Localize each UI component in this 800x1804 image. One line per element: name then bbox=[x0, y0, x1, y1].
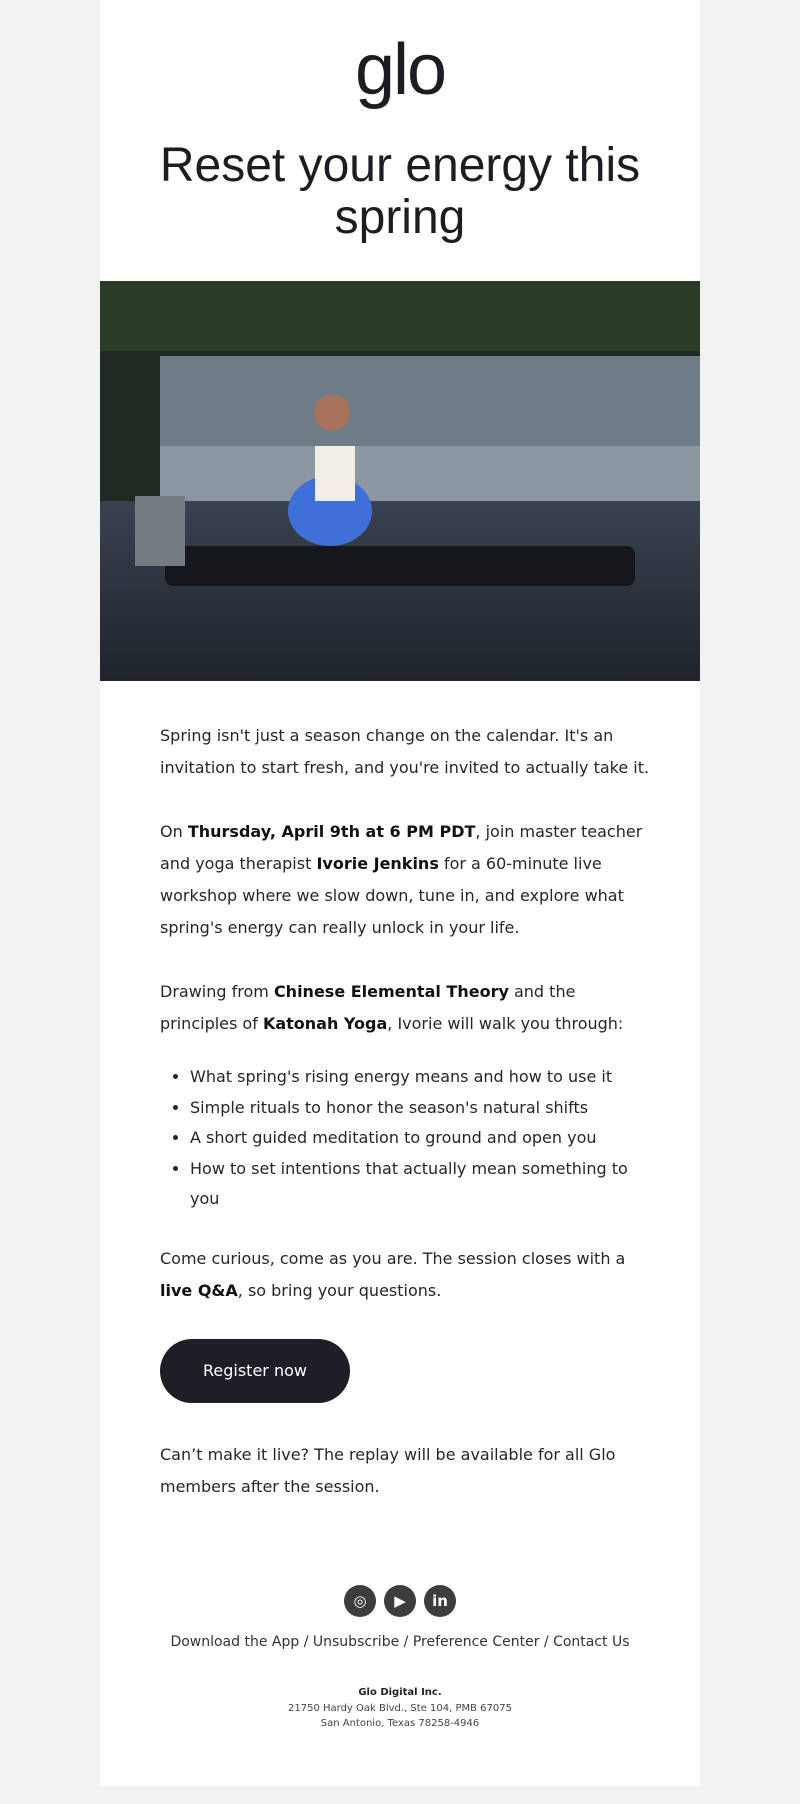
theory-paragraph: Drawing from Chinese Elemental Theory and the principles of Katonah Yoga, Ivorie will walk you through: bbox=[160, 982, 624, 1033]
headline: Reset your energy this spring bbox=[159, 139, 641, 244]
footer-links bbox=[100, 1634, 700, 1650]
email-card bbox=[100, 0, 700, 1786]
separator: / bbox=[543, 1634, 549, 1650]
unsubscribe-link[interactable]: Unsubscribe bbox=[312, 1634, 400, 1650]
address-line-1: 21750 Hardy Oak Blvd., Ste 104, PMB 67075 bbox=[288, 1702, 512, 1714]
list-item: • A short guided meditation to ground and open you bbox=[190, 1123, 650, 1154]
register-button[interactable]: Register now bbox=[160, 1339, 350, 1403]
event-paragraph: On Thursday, April 9th at 6 PM PDT, join master teacher and yoga therapist Ivorie Jenkins for a 60-minute live workshop where we slow down, tune in, and explore what spring's energy can really unlock in your life. bbox=[160, 822, 643, 937]
list-item: • Simple rituals to honor the season's natural shifts bbox=[190, 1093, 650, 1124]
hero-photo bbox=[100, 281, 700, 681]
contact-us-link[interactable]: Contact Us bbox=[553, 1634, 630, 1650]
intro-paragraph: Spring isn't just a season change on the calendar. It's an invitation to start fresh, and you're invited to actually take it. bbox=[160, 726, 650, 777]
linkedin-icon[interactable]: in bbox=[424, 1585, 456, 1617]
download-app-link[interactable]: Download the App bbox=[170, 1634, 300, 1650]
youtube-icon[interactable]: ▶ bbox=[384, 1585, 416, 1617]
separator: / bbox=[403, 1634, 409, 1650]
separator: / bbox=[303, 1634, 309, 1650]
email-body bbox=[160, 720, 650, 1535]
preference-center-link[interactable]: Preference Center bbox=[412, 1634, 540, 1650]
topics-list bbox=[190, 1062, 650, 1215]
company-name: Glo Digital Inc. bbox=[358, 1687, 442, 1698]
qa-paragraph: Come curious, come as you are. The session closes with a live Q&A, so bring your questions. bbox=[160, 1248, 626, 1300]
address-line-2: San Antonio, Texas 78258-4946 bbox=[320, 1718, 480, 1729]
glo-logo[interactable]: glo bbox=[354, 30, 446, 110]
list-item: • What spring's rising energy means and how to use it bbox=[190, 1062, 650, 1093]
company-address bbox=[100, 1685, 700, 1732]
instagram-icon[interactable]: ◎ bbox=[344, 1585, 376, 1617]
list-item: • How to set intentions that actually mean something to you bbox=[190, 1154, 650, 1215]
social-links bbox=[100, 1585, 700, 1617]
replay-paragraph: Can’t make it live? The replay will be available for all Glo members after the session. bbox=[160, 1444, 616, 1496]
